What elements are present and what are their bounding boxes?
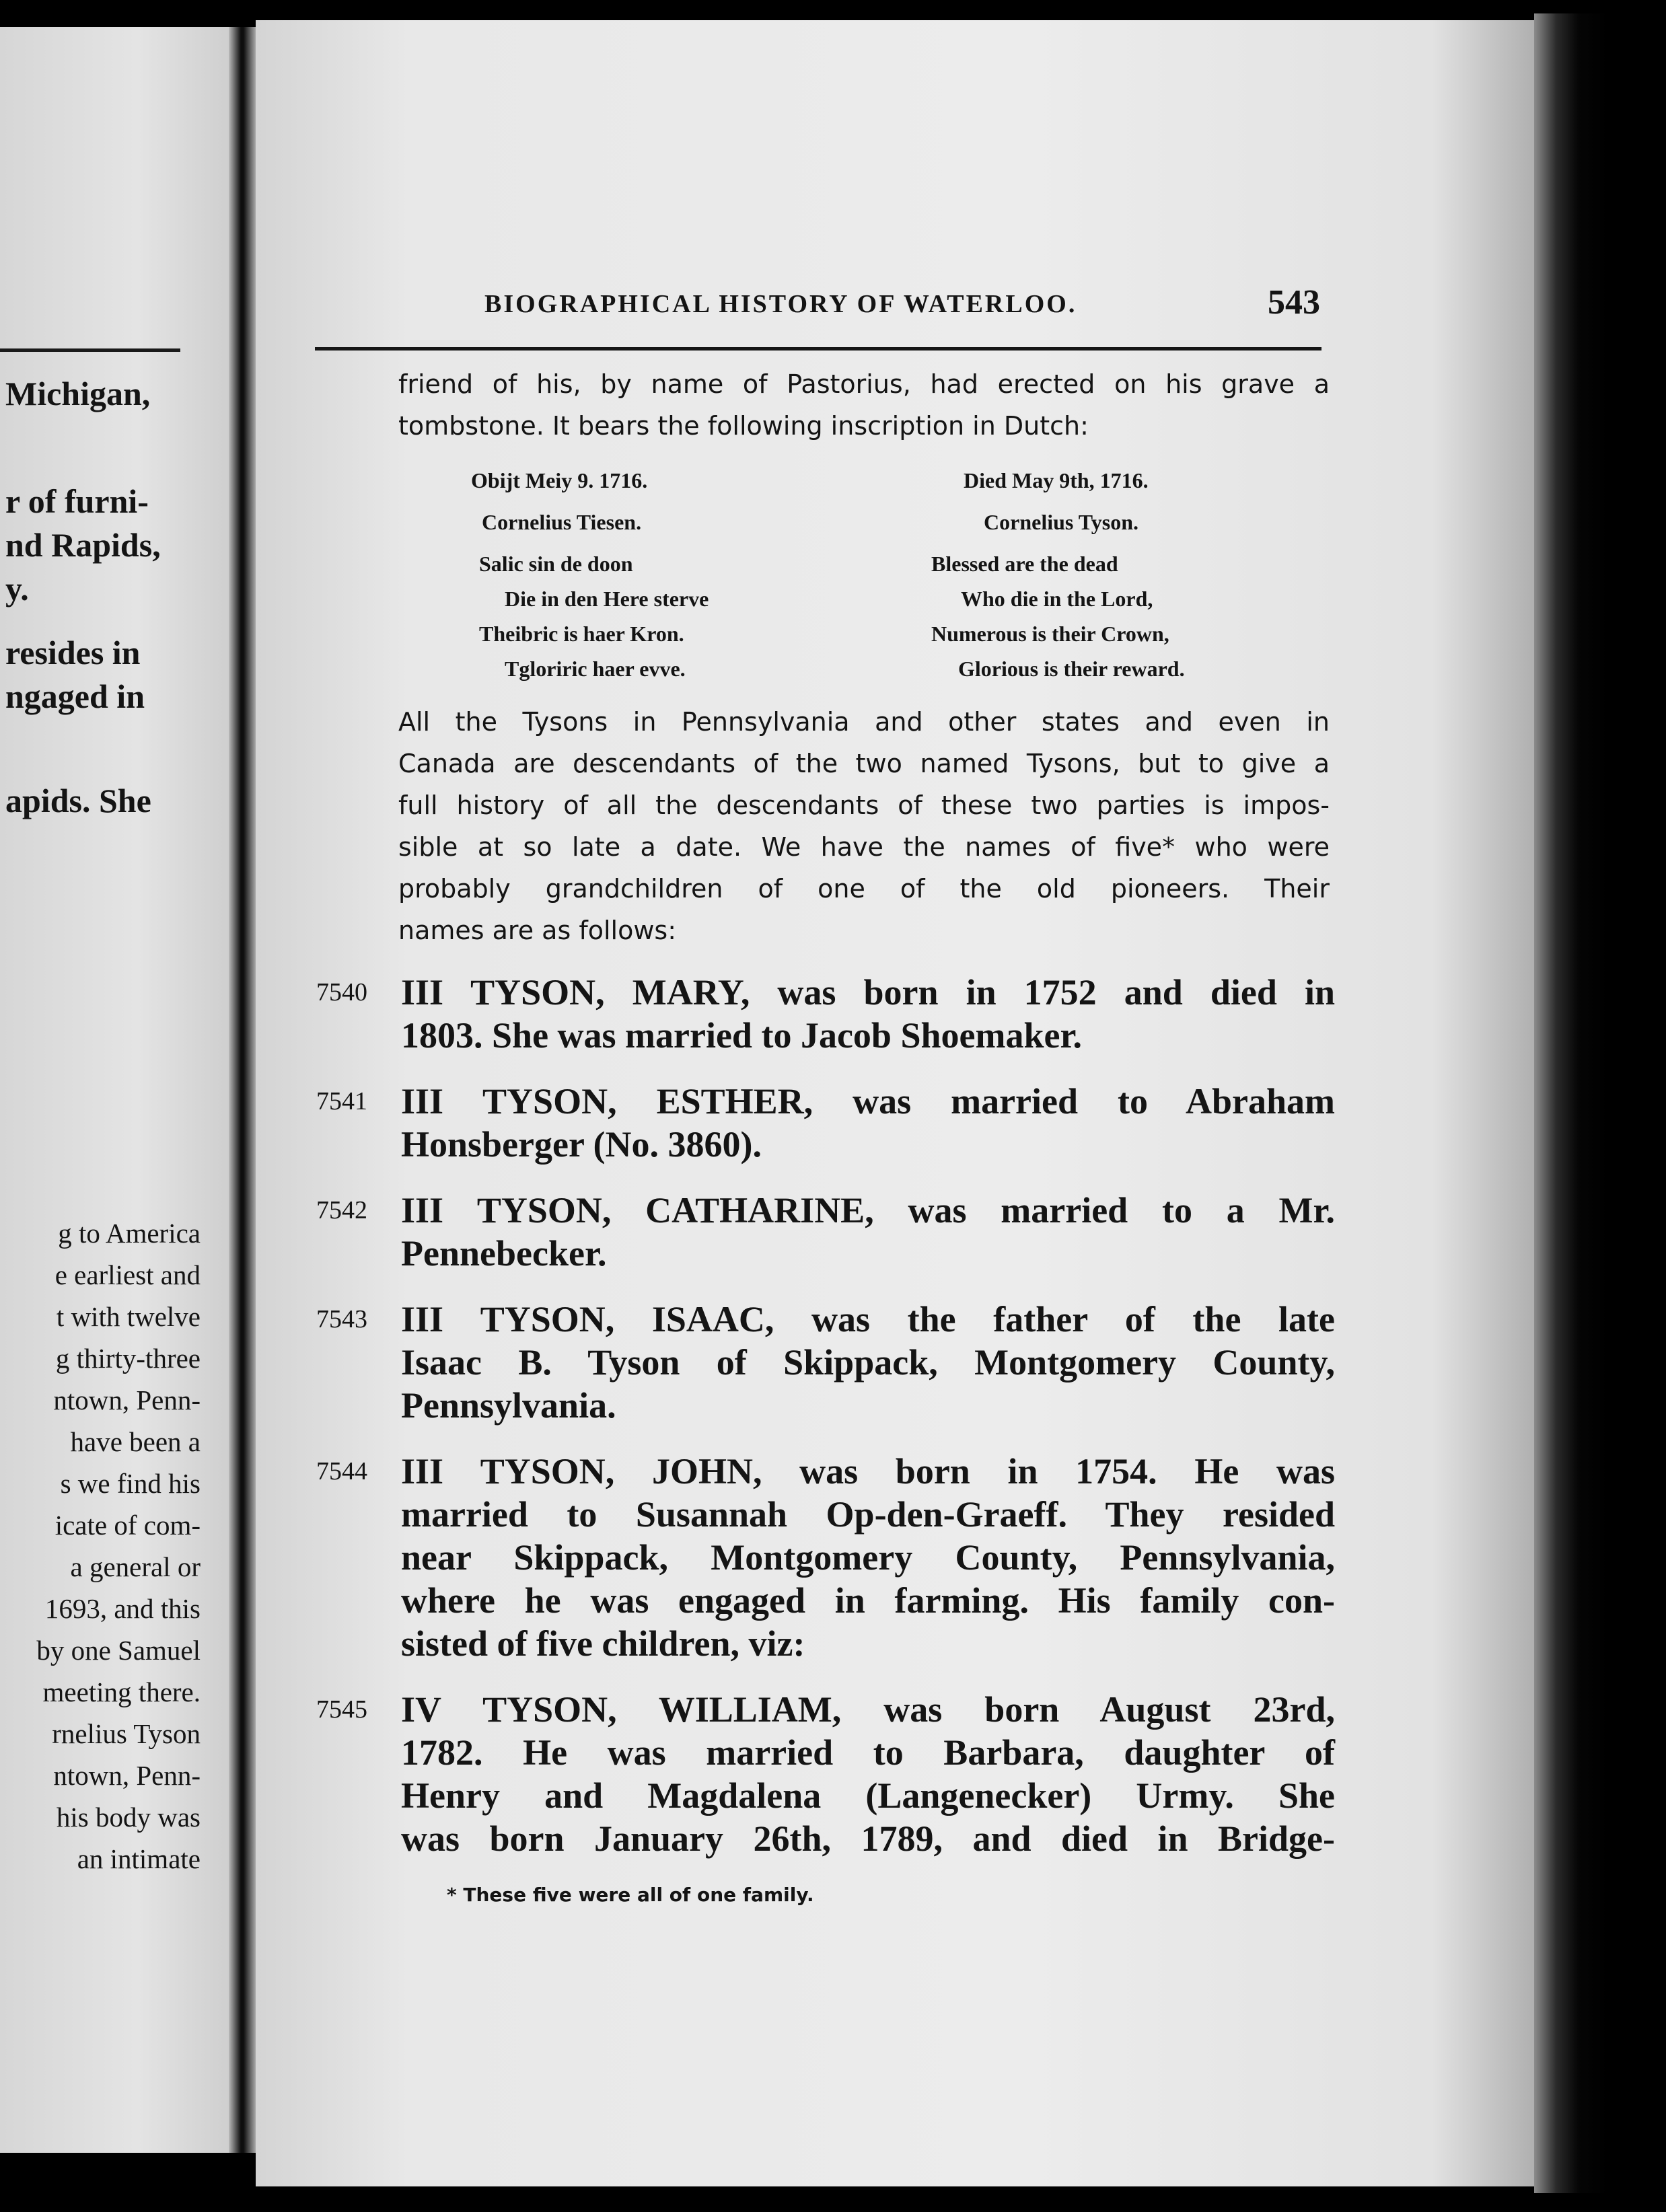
paragraph-line: full history of all the descendants of these two parties is impos- [398, 790, 1330, 820]
entry-line: Henry and Magdalena (Langenecker) Urmy. She [401, 1775, 1335, 1816]
entry-line: III TYSON, MARY, was born in 1752 and died in [401, 972, 1335, 1012]
paragraph-line: probably grandchildren of one of the old pioneers. Their [398, 874, 1330, 904]
facing-page [0, 27, 229, 2153]
paragraph-line: All the Tysons in Pennsylvania and other states and even in [398, 707, 1330, 737]
inscription-english-line: Who die in the Lord, [961, 587, 1153, 611]
entry-line: near Skippack, Montgomery County, Pennsylvania, [401, 1537, 1335, 1578]
facing-line: his body was [56, 1802, 201, 1833]
paragraph-line: sible at so late a date. We have the names of five* who were [398, 832, 1330, 862]
entry-line: married to Susannah Op-den-Graeff. They resided [401, 1494, 1335, 1535]
facing-line: g thirty-three [55, 1343, 201, 1374]
inscription-dutch-line: Salic sin de doon [479, 552, 633, 576]
facing-line: apids. She [5, 782, 151, 819]
footnote: * These five were all of one family. [447, 1884, 814, 1906]
facing-line: r of furni- [5, 482, 149, 520]
entry-number: 7541 [316, 1087, 367, 1115]
facing-line: y. [5, 570, 29, 607]
entry-line: where he was engaged in farming. His family con- [401, 1580, 1335, 1621]
facing-line: have been a [70, 1426, 201, 1457]
inscription-dutch-line: Die in den Here sterve [505, 587, 709, 611]
facing-line: nd Rapids, [5, 526, 161, 564]
entry-line: 1803. She was married to Jacob Shoemaker. [401, 1015, 1082, 1056]
facing-line: icate of com- [55, 1510, 201, 1541]
inscription-dutch-line: Tgloriric haer evve. [505, 657, 686, 681]
paragraph-line: Canada are descendants of the two named Tysons, but to give a [398, 749, 1330, 778]
entry-line: Pennebecker. [401, 1233, 607, 1274]
entry-line: III TYSON, CATHARINE, was married to a Mr. [401, 1190, 1335, 1230]
facing-line: meeting there. [42, 1676, 201, 1707]
entry-line: IV TYSON, WILLIAM, was born August 23rd, [401, 1689, 1335, 1730]
facing-line: an intimate [77, 1843, 201, 1874]
entry-line: was born January 26th, 1789, and died in Bridge- [401, 1818, 1335, 1859]
entry-number: 7544 [316, 1457, 367, 1485]
inscription-english-line: Blessed are the dead [931, 552, 1118, 576]
facing-line: ngaged in [5, 677, 145, 715]
inscription-dutch-line: Theibric is haer Kron. [479, 622, 684, 646]
facing-line: rnelius Tyson [52, 1718, 201, 1749]
facing-line: a general or [70, 1551, 201, 1582]
page-number: 543 [1268, 283, 1320, 322]
header-rule [315, 347, 1321, 351]
facing-page-rule [0, 348, 180, 352]
running-head: BIOGRAPHICAL HISTORY OF WATERLOO. [484, 290, 1077, 318]
entry-line: Honsberger (No. 3860). [401, 1124, 762, 1165]
inscription-english-line: Cornelius Tyson. [984, 510, 1138, 534]
entry-line: III TYSON, JOHN, was born in 1754. He was [401, 1451, 1335, 1491]
intro-line: friend of his, by name of Pastorius, had erected on his grave a [398, 369, 1330, 399]
inscription-english-line: Died May 9th, 1716. [964, 468, 1149, 492]
entry-line: 1782. He was married to Barbara, daughter of [401, 1732, 1335, 1773]
entry-number: 7542 [316, 1196, 367, 1224]
book-gutter [229, 27, 256, 2153]
inscription-english-line: Glorious is their reward. [958, 657, 1185, 681]
entry-line: III TYSON, ESTHER, was married to Abraham [401, 1081, 1335, 1121]
entry-number: 7543 [316, 1305, 367, 1333]
facing-line: 1693, and this [44, 1593, 201, 1624]
inscription-dutch-line: Cornelius Tiesen. [482, 510, 642, 534]
entry-line: sisted of five children, viz: [401, 1623, 805, 1664]
facing-line: Michigan, [5, 375, 151, 412]
facing-line: resides in [5, 634, 141, 671]
facing-line: e earliest and [55, 1259, 201, 1290]
inscription-dutch-line: Obijt Meiy 9. 1716. [471, 468, 648, 492]
facing-line: ntown, Penn- [53, 1760, 201, 1791]
page-edge [1534, 13, 1608, 2193]
entry-line: III TYSON, ISAAC, was the father of the late [401, 1299, 1335, 1339]
facing-line: by one Samuel [36, 1635, 201, 1666]
facing-line: s we find his [60, 1468, 201, 1499]
facing-line: ntown, Penn- [53, 1385, 201, 1415]
inscription-english-line: Numerous is their Crown, [931, 622, 1169, 646]
entry-number: 7540 [316, 978, 367, 1006]
facing-line: t with twelve [56, 1301, 201, 1332]
facing-line: g to America [58, 1218, 201, 1249]
intro-line: tombstone. It bears the following inscription in Dutch: [398, 411, 1089, 441]
entry-line: Pennsylvania. [401, 1385, 616, 1426]
entry-line: Isaac B. Tyson of Skippack, Montgomery County, [401, 1342, 1335, 1382]
paragraph-line: names are as follows: [398, 916, 677, 945]
entry-number: 7545 [316, 1695, 367, 1724]
